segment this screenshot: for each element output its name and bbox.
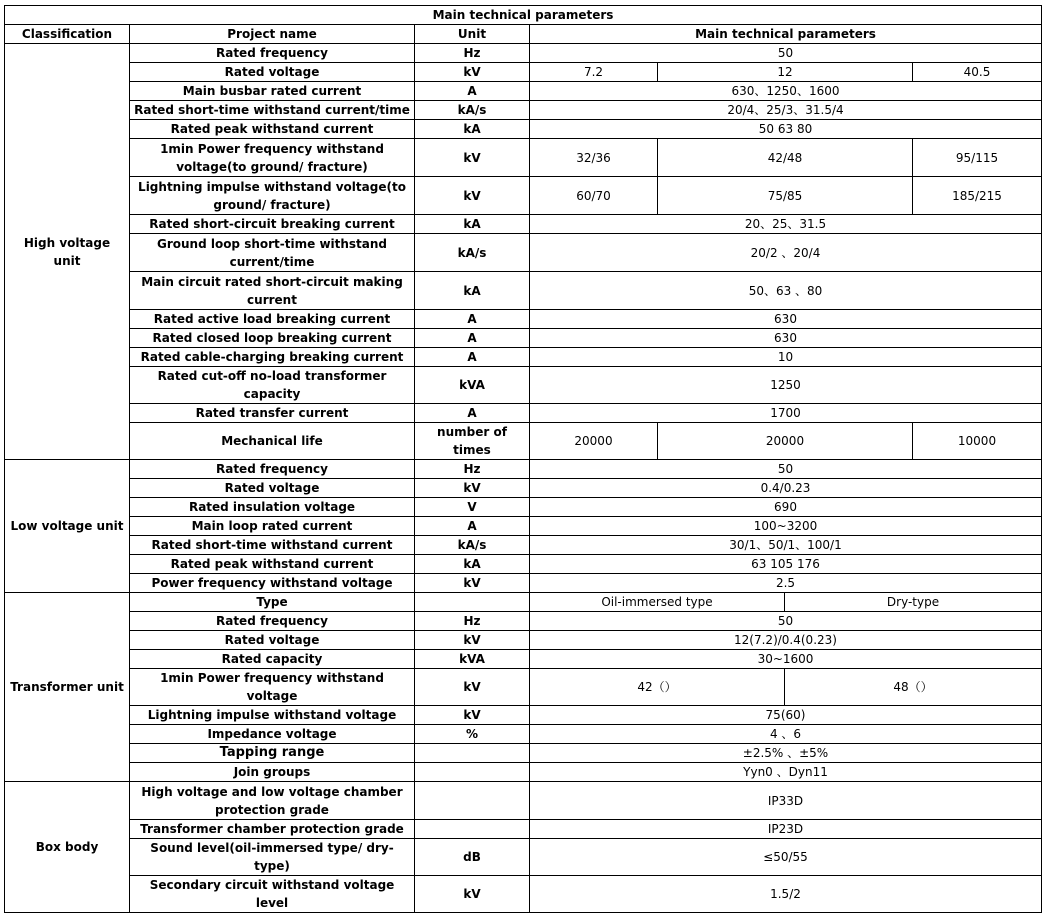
table-row xyxy=(5,574,1042,593)
project-name-cell: Transformer chamber protection grade xyxy=(130,820,415,839)
parameter-value-cell: 60/70 xyxy=(530,177,658,215)
table-row xyxy=(5,782,1042,820)
unit-cell: kVA xyxy=(415,650,530,669)
parameter-value-cell: 1700 xyxy=(530,404,1042,423)
table-row xyxy=(5,101,1042,120)
unit-cell: kA xyxy=(415,272,530,310)
unit-cell: kV xyxy=(415,669,530,706)
table-row xyxy=(5,517,1042,536)
parameter-value-cell: 32/36 xyxy=(530,139,658,177)
unit-cell: kA/s xyxy=(415,234,530,272)
table-row xyxy=(5,234,1042,272)
table-row xyxy=(5,706,1042,725)
unit-cell: Hz xyxy=(415,44,530,63)
parameter-value-cell: 4 、6 xyxy=(530,725,1042,744)
table-row xyxy=(5,310,1042,329)
unit-cell: dB xyxy=(415,839,530,876)
table-row xyxy=(5,329,1042,348)
header-row xyxy=(5,25,1042,44)
unit-cell: V xyxy=(415,498,530,517)
unit-cell: kV xyxy=(415,63,530,82)
project-name-cell: Rated frequency xyxy=(130,612,415,631)
table-row xyxy=(5,423,1042,460)
parameter-value-cell: ≤50/55 xyxy=(530,839,1042,876)
parameter-value-cell: 0.4/0.23 xyxy=(530,479,1042,498)
parameter-value-cell: 20/2 、20/4 xyxy=(530,234,1042,272)
parameter-value-cell: 50 xyxy=(530,612,1042,631)
table-row xyxy=(5,669,1042,706)
table-row xyxy=(5,612,1042,631)
header-unit: Unit xyxy=(415,25,530,44)
parameter-value-cell: 630、1250、1600 xyxy=(530,82,1042,101)
project-name-cell: Rated voltage xyxy=(130,63,415,82)
project-name-cell: Mechanical life xyxy=(130,423,415,460)
unit-cell xyxy=(415,820,530,839)
parameter-value-cell: Yyn0 、Dyn11 xyxy=(530,763,1042,782)
unit-cell: A xyxy=(415,329,530,348)
project-name-cell: 1min Power frequency withstand voltage xyxy=(130,669,415,706)
project-name-cell: Join groups xyxy=(130,763,415,782)
parameter-value-cell: 30~1600 xyxy=(530,650,1042,669)
unit-cell: kV xyxy=(415,706,530,725)
unit-cell: % xyxy=(415,725,530,744)
unit-cell: kV xyxy=(415,876,530,913)
header-project-name: Project name xyxy=(130,25,415,44)
parameter-value-cell: 100~3200 xyxy=(530,517,1042,536)
unit-cell: kA xyxy=(415,215,530,234)
group-classification: Box body xyxy=(5,782,130,913)
project-name-cell: Lightning impulse withstand voltage xyxy=(130,706,415,725)
project-name-cell: Rated insulation voltage xyxy=(130,498,415,517)
parameter-value-cell: 40.5 xyxy=(913,63,1042,82)
parameter-value-cell: 50 xyxy=(530,44,1042,63)
parameter-value-cell: 690 xyxy=(530,498,1042,517)
parameter-value-cell: 10 xyxy=(530,348,1042,367)
parameter-value-cell: 20000 xyxy=(530,423,658,460)
unit-cell: kA/s xyxy=(415,536,530,555)
unit-cell: A xyxy=(415,517,530,536)
unit-cell: kVA xyxy=(415,367,530,404)
project-name-cell: Ground loop short-time withstand current/time xyxy=(130,234,415,272)
parameter-value-cell: 1250 xyxy=(530,367,1042,404)
parameter-value-cell: 63 105 176 xyxy=(530,555,1042,574)
table-row xyxy=(5,498,1042,517)
table-row xyxy=(5,593,1042,612)
parameter-value-cell: 42/48 xyxy=(658,139,913,177)
project-name-cell: Rated active load breaking current xyxy=(130,310,415,329)
unit-cell: kA/s xyxy=(415,101,530,120)
table-row xyxy=(5,650,1042,669)
project-name-cell: Main busbar rated current xyxy=(130,82,415,101)
parameter-value-cell: ±2.5% 、±5% xyxy=(530,744,1042,763)
header-classification: Classification xyxy=(5,25,130,44)
project-name-cell: Rated peak withstand current xyxy=(130,555,415,574)
project-name-cell: Rated short-circuit breaking current xyxy=(130,215,415,234)
unit-cell xyxy=(415,763,530,782)
unit-cell: kV xyxy=(415,574,530,593)
unit-cell: Hz xyxy=(415,612,530,631)
project-name-cell: Lightning impulse withstand voltage(to ground/ fracture) xyxy=(130,177,415,215)
unit-cell: kV xyxy=(415,631,530,650)
project-name-cell: Rated frequency xyxy=(130,44,415,63)
table-row xyxy=(5,272,1042,310)
unit-cell xyxy=(415,744,530,763)
project-name-cell: Impedance voltage xyxy=(130,725,415,744)
parameter-value-cell: 185/215 xyxy=(913,177,1042,215)
parameter-value-cell: 7.2 xyxy=(530,63,658,82)
title-row xyxy=(5,6,1042,25)
project-name-cell: Power frequency withstand voltage xyxy=(130,574,415,593)
parameter-value-cell: IP33D xyxy=(530,782,1042,820)
parameter-value-cell: IP23D xyxy=(530,820,1042,839)
project-name-cell: Rated voltage xyxy=(130,479,415,498)
unit-cell: A xyxy=(415,82,530,101)
parameter-value-cell: 1.5/2 xyxy=(530,876,1042,913)
unit-cell xyxy=(415,593,530,612)
parameter-value-cell: 12(7.2)/0.4(0.23) xyxy=(530,631,1042,650)
parameter-value-cell: 50 xyxy=(530,460,1042,479)
parameter-value-cell: 95/115 xyxy=(913,139,1042,177)
project-name-cell: Type xyxy=(130,593,415,612)
table-row xyxy=(5,820,1042,839)
project-name-cell: Rated closed loop breaking current xyxy=(130,329,415,348)
parameter-value-cell: 30/1、50/1、100/1 xyxy=(530,536,1042,555)
parameter-value-cell: 75(60) xyxy=(530,706,1042,725)
project-name-cell: Rated peak withstand current xyxy=(130,120,415,139)
unit-cell: kV xyxy=(415,139,530,177)
table-row xyxy=(5,139,1042,177)
project-name-cell: Rated short-time withstand current/time xyxy=(130,101,415,120)
table-row xyxy=(5,631,1042,650)
table-row xyxy=(5,555,1042,574)
table-row xyxy=(5,763,1042,782)
project-name-cell: Rated short-time withstand current xyxy=(130,536,415,555)
unit-cell: kV xyxy=(415,479,530,498)
table-row xyxy=(5,536,1042,555)
group-classification: Low voltage unit xyxy=(5,460,130,593)
table-row xyxy=(5,839,1042,876)
parameter-value-cell: 50 63 80 xyxy=(530,120,1042,139)
unit-cell: kA xyxy=(415,555,530,574)
table-row xyxy=(5,63,1042,82)
unit-cell: number of times xyxy=(415,423,530,460)
parameter-value-cell: 2.5 xyxy=(530,574,1042,593)
parameter-value-cell: 75/85 xyxy=(658,177,913,215)
parameter-value-cell: 20000 xyxy=(658,423,913,460)
table-row xyxy=(5,744,1042,763)
project-name-cell: Main loop rated current xyxy=(130,517,415,536)
project-name-cell: 1min Power frequency withstand voltage(to ground/ fracture) xyxy=(130,139,415,177)
parameter-value-cell: 630 xyxy=(530,310,1042,329)
project-name-cell: Rated frequency xyxy=(130,460,415,479)
project-name-cell: Rated voltage xyxy=(130,631,415,650)
unit-cell: A xyxy=(415,348,530,367)
unit-cell: kV xyxy=(415,177,530,215)
project-name-cell: Rated cable-charging breaking current xyxy=(130,348,415,367)
parameter-value-cell: Dry-type xyxy=(785,593,1042,612)
group-classification: High voltage unit xyxy=(5,44,130,460)
table-title: Main technical parameters xyxy=(5,6,1042,25)
parameter-value-cell: 12 xyxy=(658,63,913,82)
parameter-value-cell: 20、25、31.5 xyxy=(530,215,1042,234)
parameter-value-cell: 10000 xyxy=(913,423,1042,460)
parameter-value-cell: 50、63 、80 xyxy=(530,272,1042,310)
parameter-value-cell: 48（） xyxy=(785,669,1042,706)
unit-cell: kA xyxy=(415,120,530,139)
table-row xyxy=(5,120,1042,139)
unit-cell: A xyxy=(415,310,530,329)
project-name-cell: Main circuit rated short-circuit making current xyxy=(130,272,415,310)
unit-cell xyxy=(415,782,530,820)
parameter-value-cell: Oil-immersed type xyxy=(530,593,785,612)
header-main-parameters: Main technical parameters xyxy=(530,25,1042,44)
table-row xyxy=(5,479,1042,498)
parameter-value-cell: 630 xyxy=(530,329,1042,348)
project-name-cell: Rated cut-off no-load transformer capacity xyxy=(130,367,415,404)
table-row xyxy=(5,876,1042,913)
project-name-cell: Rated transfer current xyxy=(130,404,415,423)
table-row xyxy=(5,215,1042,234)
project-name-cell: High voltage and low voltage chamber protection grade xyxy=(130,782,415,820)
table-row xyxy=(5,725,1042,744)
table-row xyxy=(5,404,1042,423)
table-row xyxy=(5,460,1042,479)
table-row xyxy=(5,44,1042,63)
unit-cell: Hz xyxy=(415,460,530,479)
project-name-cell: Rated capacity xyxy=(130,650,415,669)
table-row xyxy=(5,367,1042,404)
project-name-cell: Secondary circuit withstand voltage level xyxy=(130,876,415,913)
table-row xyxy=(5,82,1042,101)
technical-parameters-table xyxy=(4,5,1042,913)
group-classification: Transformer unit xyxy=(5,593,130,782)
parameter-value-cell: 42（） xyxy=(530,669,785,706)
project-name-cell: Sound level(oil-immersed type/ dry-type) xyxy=(130,839,415,876)
table-row xyxy=(5,348,1042,367)
parameter-value-cell: 20/4、25/3、31.5/4 xyxy=(530,101,1042,120)
table-row xyxy=(5,177,1042,215)
project-name-cell: Tapping range xyxy=(130,744,415,763)
unit-cell: A xyxy=(415,404,530,423)
